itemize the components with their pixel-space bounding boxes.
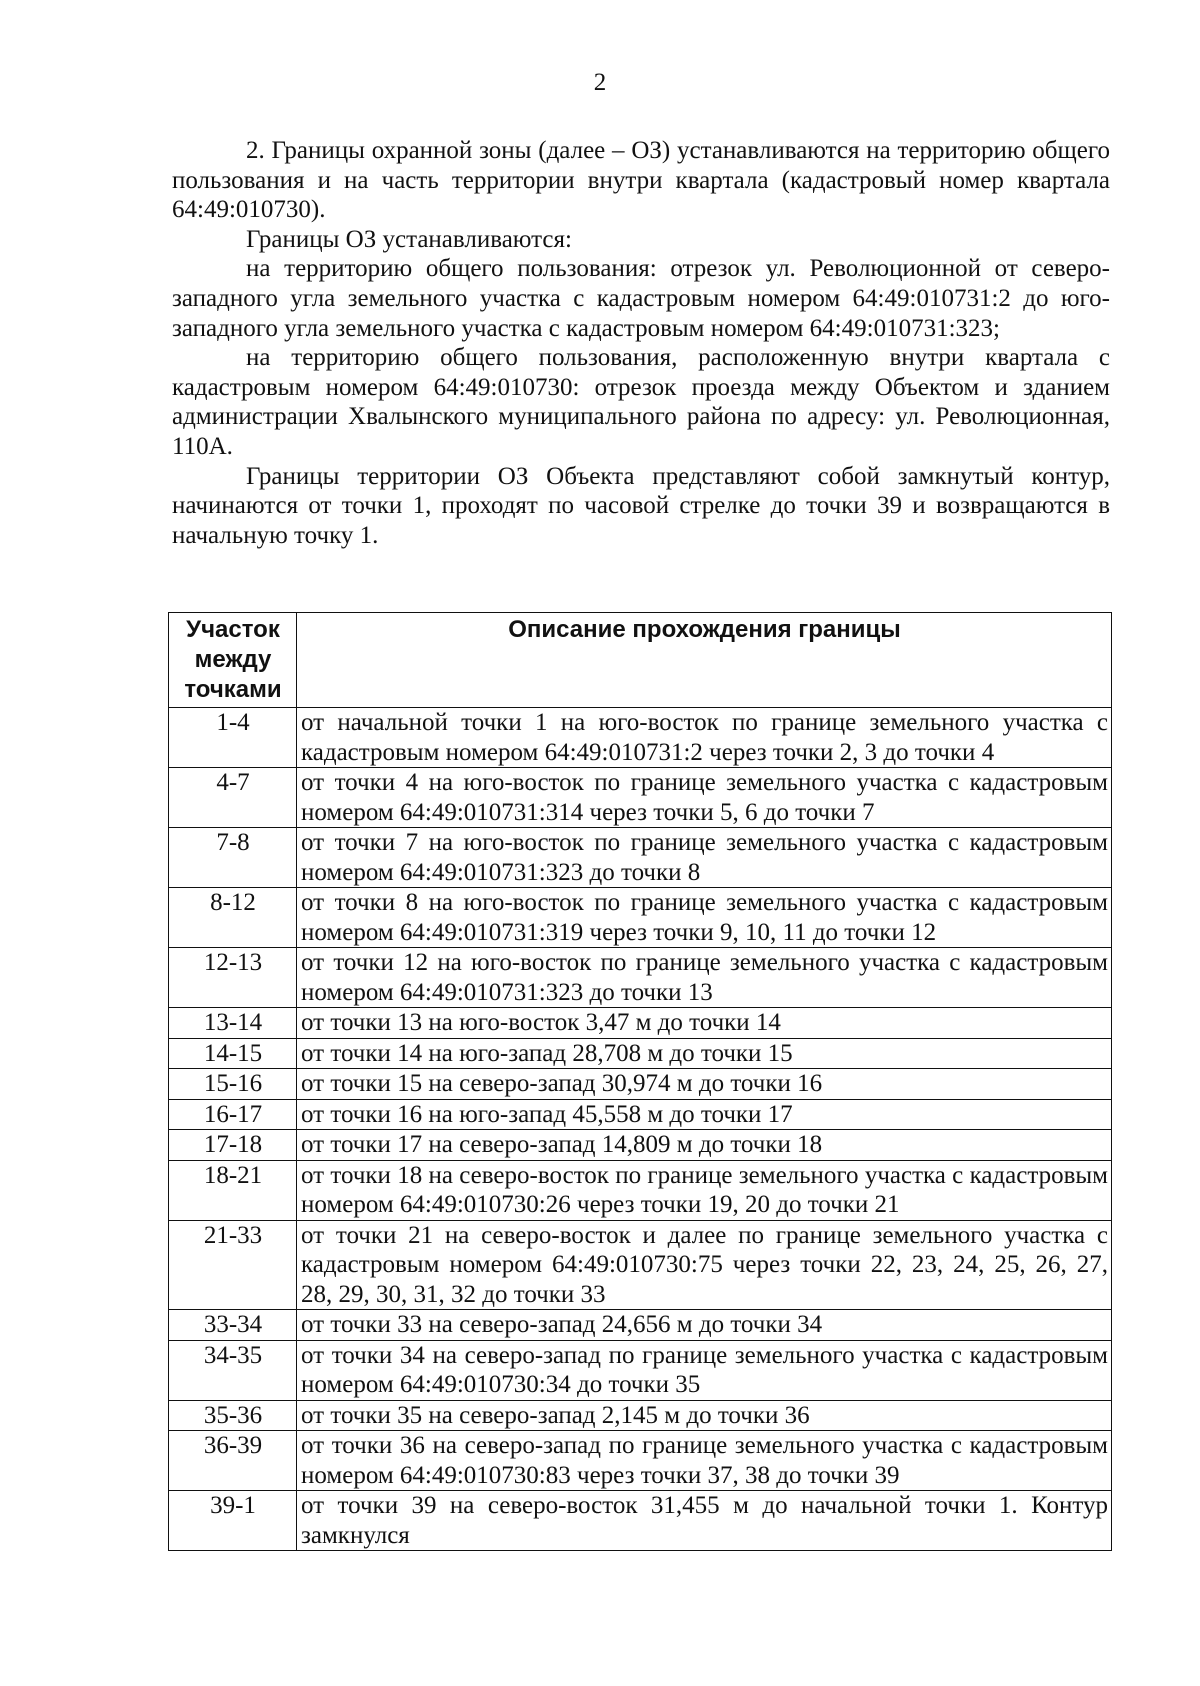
- table-row: [169, 948, 1112, 1008]
- segment-cell: 8-12: [169, 888, 297, 948]
- description-cell: от точки 8 на юго-восток по границе земельного участка с кадастровым номером 64:49:010731:319 через точки 9, 10, 11 до точки 12: [297, 888, 1112, 948]
- table-row: [169, 1431, 1112, 1491]
- description-cell: от точки 21 на северо-восток и далее по границе земельного участка с кадастровым номером 64:49:010730:75 через точки 22, 23, 24, 25, 26, 27, 28, 29, 30, 31, 32 до точки 33: [297, 1220, 1112, 1310]
- segment-cell: 17-18: [169, 1130, 297, 1161]
- paragraph-closed-contour: Границы территории ОЗ Объекта представляют собой замкнутый контур, начинаются от точки 1, проходят по часовой стрелке до точки 39 и возвращаются в начальную точку 1.: [172, 462, 1110, 549]
- table-row: [169, 828, 1112, 888]
- description-cell: от точки 14 на юго-запад 28,708 м до точки 15: [297, 1038, 1112, 1069]
- paragraph-oz-established: Границы ОЗ устанавливаются:: [246, 225, 572, 253]
- paragraph-public-territory-inner: на территорию общего пользования, расположенную внутри квартала с кадастровым номером 64:49:010730: отрезок проезда между Объектом и зданием администрации Хвалынского муниципального района по адресу: ул. Революционная, 110А.: [172, 344, 1110, 460]
- segment-cell: 4-7: [169, 768, 297, 828]
- description-cell: от начальной точки 1 на юго-восток по границе земельного участка с кадастровым номером 64:49:010731:2 через точки 2, 3 до точки 4: [297, 708, 1112, 768]
- description-cell: от точки 16 на юго-запад 45,558 м до точки 17: [297, 1099, 1112, 1130]
- table-row: [169, 888, 1112, 948]
- description-cell: от точки 18 на северо-восток по границе земельного участка с кадастровым номером 64:49:010730:26 через точки 19, 20 до точки 21: [297, 1160, 1112, 1220]
- segment-cell: 39-1: [169, 1491, 297, 1551]
- segment-cell: 21-33: [169, 1220, 297, 1310]
- segment-cell: 12-13: [169, 948, 297, 1008]
- description-cell: от точки 15 на северо-запад 30,974 м до точки 16: [297, 1069, 1112, 1100]
- segment-cell: 1-4: [169, 708, 297, 768]
- table-row: [169, 708, 1112, 768]
- segment-cell: 35-36: [169, 1400, 297, 1431]
- table-header-row: [169, 613, 1112, 708]
- page-number: 2: [593, 69, 607, 96]
- table-row: [169, 1038, 1112, 1069]
- segment-cell: 33-34: [169, 1310, 297, 1341]
- segment-cell: 18-21: [169, 1160, 297, 1220]
- header-description: Описание прохождения границы: [297, 613, 1112, 708]
- description-cell: от точки 4 на юго-восток по границе земельного участка с кадастровым номером 64:49:010731:314 через точки 5, 6 до точки 7: [297, 768, 1112, 828]
- table-body: [169, 708, 1112, 1551]
- description-cell: от точки 7 на юго-восток по границе земельного участка с кадастровым номером 64:49:010731:323 до точки 8: [297, 828, 1112, 888]
- paragraph-oz-boundaries: 2. Границы охранной зоны (далее – ОЗ) устанавливаются на территорию общего пользования и на часть территории внутри квартала (кадастровый номер квартала 64:49:010730).: [172, 137, 1110, 224]
- table-row: [169, 1400, 1112, 1431]
- description-cell: от точки 17 на северо-запад 14,809 м до точки 18: [297, 1130, 1112, 1161]
- table-row: [169, 1069, 1112, 1100]
- table-row: [169, 1130, 1112, 1161]
- description-cell: от точки 39 на северо-восток 31,455 м до начальной точки 1. Контур замкнулся: [297, 1491, 1112, 1551]
- table-row: [169, 1310, 1112, 1341]
- segment-cell: 36-39: [169, 1431, 297, 1491]
- description-cell: от точки 13 на юго-восток 3,47 м до точки 14: [297, 1008, 1112, 1039]
- segment-cell: 14-15: [169, 1038, 297, 1069]
- header-segment: Участок между точками: [169, 613, 297, 708]
- description-cell: от точки 35 на северо-запад 2,145 м до точки 36: [297, 1400, 1112, 1431]
- table-row: [169, 1340, 1112, 1400]
- segment-cell: 16-17: [169, 1099, 297, 1130]
- boundary-description-table: [168, 612, 1112, 1551]
- table-row: [169, 1008, 1112, 1039]
- table-row: [169, 768, 1112, 828]
- segment-cell: 34-35: [169, 1340, 297, 1400]
- body-text: [172, 136, 1110, 550]
- table-row: [169, 1160, 1112, 1220]
- segment-cell: 15-16: [169, 1069, 297, 1100]
- segment-cell: 13-14: [169, 1008, 297, 1039]
- segment-cell: 7-8: [169, 828, 297, 888]
- table-row: [169, 1491, 1112, 1551]
- description-cell: от точки 36 на северо-запад по границе земельного участка с кадастровым номером 64:49:010730:83 через точки 37, 38 до точки 39: [297, 1431, 1112, 1491]
- description-cell: от точки 12 на юго-восток по границе земельного участка с кадастровым номером 64:49:010731:323 до точки 13: [297, 948, 1112, 1008]
- table-row: [169, 1220, 1112, 1310]
- description-cell: от точки 33 на северо-запад 24,656 м до точки 34: [297, 1310, 1112, 1341]
- paragraph-public-territory-street: на территорию общего пользования: отрезок ул. Революционной от северо-западного угла земельного участка с кадастровым номером 64:49:010731:2 до юго-западного угла земельного участка с кадастровым номером 64:49:010731:323;: [172, 255, 1110, 342]
- table-row: [169, 1099, 1112, 1130]
- description-cell: от точки 34 на северо-запад по границе земельного участка с кадастровым номером 64:49:010730:34 до точки 35: [297, 1340, 1112, 1400]
